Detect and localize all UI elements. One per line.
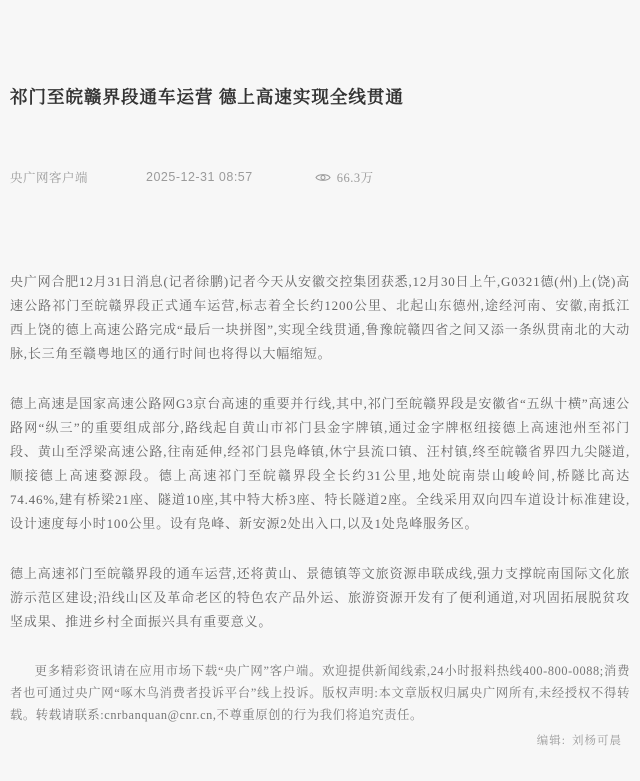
- article-meta-row: [10, 168, 630, 186]
- editor-name: 刘杨可晨: [572, 735, 622, 747]
- article-body: [10, 270, 630, 634]
- article-paragraph: 央广网合肥12月31日消息(记者徐鹏)记者今天从安徽交控集团获悉,12月30日上午,G0321德(州)上(饶)高速公路祁门至皖赣界段正式通车运营,标志着全长约1200公里、北起山东德州,途经河南、安徽,南抵江西上饶的德上高速公路完成“最后一块拼图”,实现全线贯通,鲁豫皖赣四省之间又添一条纵贯南北的大动脉,长三角至赣粤地区的通行时间也将得以大幅缩短。: [10, 274, 630, 361]
- article-paragraph: 德上高速祁门至皖赣界段的通车运营,还将黄山、景德镇等文旅资源串联成线,强力支撑皖南国际文化旅游示范区建设;沿线山区及革命老区的特色农产品外运、旅游资源开发有了便利通道,对巩固拓展脱贫攻坚成果、推进乡村全面振兴具有重要意义。: [10, 566, 630, 629]
- publish-timestamp: 2025-12-31 08:57: [146, 170, 253, 184]
- article-title: 祁门至皖赣界段通车运营 德上高速实现全线贯通: [10, 87, 404, 107]
- source-label: 央广网客户端: [10, 171, 89, 185]
- view-counter: [315, 168, 374, 186]
- view-count: 66.3万: [336, 171, 374, 185]
- eye-icon: [315, 172, 331, 183]
- editor-credit: [10, 732, 630, 748]
- copyright-note: 更多精彩资讯请在应用市场下载“央广网”客户端。欢迎提供新闻线索,24小时报料热线400-800-0088;消费者也可通过央广网“啄木鸟消费者投诉平台”线上投诉。版权声明:本文章版权归属央广网所有,未经授权不得转载。转载请联系:cnrbanquan@cnr.cn,不尊重原创的行为我们将追究责任。: [10, 664, 630, 722]
- editor-label: 编辑:: [536, 735, 566, 747]
- article-paragraph: 德上高速是国家高速公路网G3京台高速的重要并行线,其中,祁门至皖赣界段是安徽省“五纵十横”高速公路网“纵三”的重要组成部分,路线起自黄山市祁门县金字牌镇,通过金字牌枢纽接德上高速池州至祁门段、黄山至浮梁高速公路,往南延伸,经祁门县凫峰镇,休宁县流口镇、汪村镇,终至皖赣省界四九尖隧道,顺接德上高速婺源段。德上高速祁门至皖赣界段全长约31公里,地处皖南崇山峻岭间,桥隧比高达74.46%,建有桥梁21座、隧道10座,其中特大桥3座、特长隧道2座。全线采用双向四车道设计标准建设,设计速度每小时100公里。设有凫峰、新安源2处出入口,以及1处凫峰服务区。: [10, 396, 630, 531]
